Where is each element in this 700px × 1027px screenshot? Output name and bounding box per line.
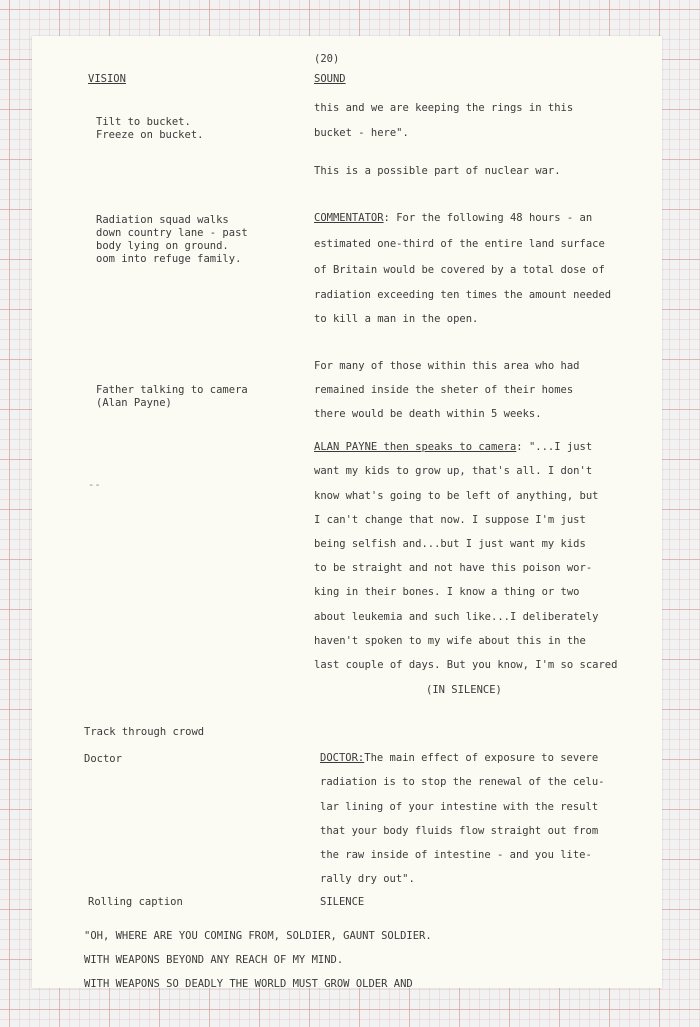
- vision-line: Freeze on bucket.: [96, 129, 204, 141]
- sound-column-heading: SOUND: [314, 73, 346, 85]
- vision-line: Doctor: [84, 753, 122, 765]
- sound-line: of Britain would be covered by a total dose of: [314, 264, 605, 276]
- doctor-label: DOCTOR:: [320, 752, 365, 764]
- sound-line: bucket - here".: [314, 127, 409, 139]
- sound-line: haven't spoken to my wife about this in the: [314, 635, 586, 647]
- sound-line: remained inside the sheter of their homes: [314, 384, 574, 396]
- sound-line: COMMENTATOR: For the following 48 hours - an: [314, 212, 593, 224]
- typewritten-script-page: [32, 36, 662, 988]
- vision-line: down country lane - past: [96, 227, 248, 239]
- caption-line: WITH WEAPONS BEYOND ANY REACH OF MY MIND.: [84, 954, 344, 966]
- vision-line: Tilt to bucket.: [96, 116, 191, 128]
- sound-line: For many of those within this area who had: [314, 360, 580, 372]
- vision-line: Track through crowd: [84, 726, 205, 738]
- sound-line: about leukemia and such like...I deliberately: [314, 611, 599, 623]
- sound-line: I can't change that now. I suppose I'm just: [314, 514, 586, 526]
- sound-line: want my kids to grow up, that's all. I don't: [314, 465, 593, 477]
- sound-line: ALAN PAYNE then speaks to camera: "...I just: [314, 441, 593, 453]
- sound-line: last couple of days. But you know, I'm so scared: [314, 659, 618, 671]
- sound-line: This is a possible part of nuclear war.: [314, 165, 561, 177]
- sound-line: radiation is to stop the renewal of the celu-: [320, 776, 605, 788]
- sound-line: the raw inside of intestine - and you lite-: [320, 849, 592, 861]
- vision-line: (Alan Payne): [96, 397, 172, 409]
- sound-line: know what's going to be left of anything, but: [314, 490, 599, 502]
- sound-line: DOCTOR:The main effect of exposure to severe: [320, 752, 599, 764]
- sound-line: to kill a man in the open.: [314, 313, 479, 325]
- sound-line: king in their bones. I know a thing or two: [314, 586, 580, 598]
- page-number: (20): [314, 53, 340, 65]
- sound-line: this and we are keeping the rings in this: [314, 102, 574, 114]
- commentator-label: COMMENTATOR: [314, 212, 384, 224]
- caption-line: "OH, WHERE ARE YOU COMING FROM, SOLDIER, GAUNT SOLDIER.: [84, 930, 432, 942]
- silence-label: SILENCE: [320, 896, 365, 908]
- caption-line: WITH WEAPONS SO DEADLY THE WORLD MUST GROW OLDER AND: [84, 978, 413, 988]
- vision-line: Rolling caption: [88, 896, 183, 908]
- sound-line: lar lining of your intestine with the result: [320, 801, 599, 813]
- vision-column-heading: VISION: [88, 73, 126, 85]
- sound-line: that your body fluids flow straight out from: [320, 825, 599, 837]
- sound-line: to be straight and not have this poison wor-: [314, 562, 593, 574]
- sound-line: rally dry out".: [320, 873, 415, 885]
- sound-line: being selfish and...but I just want my kids: [314, 538, 586, 550]
- vision-line: oom into refuge family.: [96, 253, 242, 265]
- vision-line: body lying on ground.: [96, 240, 229, 252]
- sound-line: radiation exceeding ten times the amount needed: [314, 289, 612, 301]
- vision-line: Radiation squad walks: [96, 214, 229, 226]
- vision-line: Father talking to camera: [96, 384, 248, 396]
- vision-line: --: [88, 479, 101, 491]
- sound-line: there would be death within 5 weeks.: [314, 408, 542, 420]
- sound-line: estimated one-third of the entire land surface: [314, 238, 605, 250]
- in-silence-note: (IN SILENCE): [426, 684, 502, 696]
- alan-payne-label: ALAN PAYNE then speaks to camera: [314, 441, 517, 453]
